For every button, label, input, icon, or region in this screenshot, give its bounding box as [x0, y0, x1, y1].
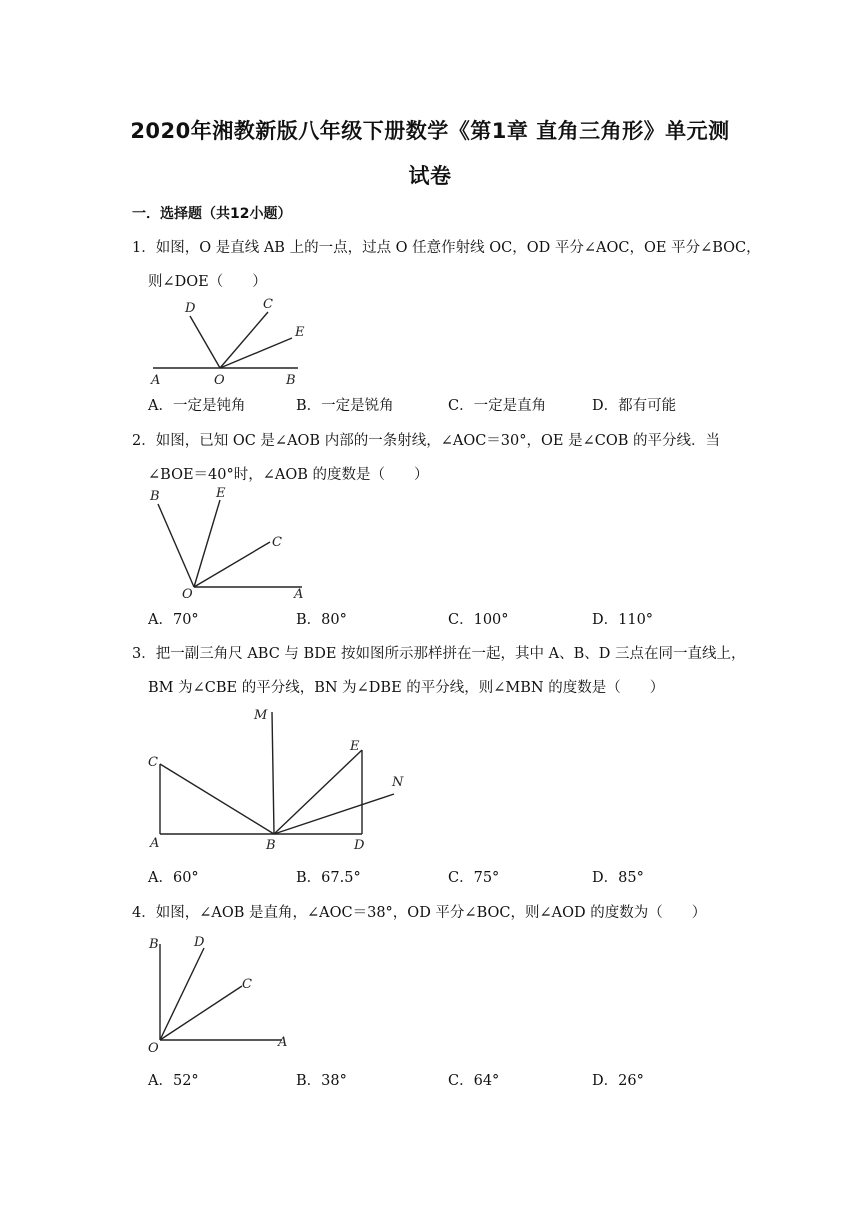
option-c[interactable]: C．64°: [448, 1073, 500, 1089]
fig3-label-b: B: [266, 838, 276, 853]
fig3-label-e: E: [350, 739, 360, 754]
fig2-label-a: A: [294, 587, 304, 600]
fig4-label-o: O: [148, 1041, 159, 1056]
question-1-figure: [148, 292, 308, 388]
question-4-text: 4．如图，∠AOB 是直角，∠AOC＝38°，OD 平分∠BOC，则∠AOD 的度数为（ ）: [132, 905, 707, 921]
option-d[interactable]: D．都有可能: [592, 398, 677, 414]
question-2-text: 2．如图，已知 OC 是∠AOB 内部的一条射线，∠AOC＝30°，OE 是∠COB 的平分线．当: [132, 433, 720, 449]
option-a[interactable]: A．52°: [148, 1073, 199, 1089]
option-d[interactable]: D．110°: [592, 612, 654, 628]
question-4-options: [148, 1069, 748, 1089]
fig3-label-n: N: [392, 775, 404, 790]
fig1-label-a: A: [151, 373, 161, 388]
option-b[interactable]: B．67.5°: [296, 870, 361, 886]
option-c[interactable]: C．一定是直角: [448, 398, 547, 414]
option-c[interactable]: C．75°: [448, 870, 500, 886]
question-2-figure: [146, 484, 310, 600]
option-a[interactable]: A．60°: [148, 870, 199, 886]
fig1-label-b: B: [286, 373, 296, 388]
section-heading: 一．选择题（共12小题）: [132, 206, 292, 222]
question-1-text: 1．如图，O 是直线 AB 上的一点，过点 O 任意作射线 OC，OD 平分∠AOC，OE 平分∠BOC，: [132, 240, 761, 256]
question-2-text-cont: ∠BOE＝40°时，∠AOB 的度数是（ ）: [148, 467, 429, 483]
exam-title-line2: 试卷: [408, 164, 452, 188]
option-a[interactable]: A．70°: [148, 612, 199, 628]
question-3-options: [148, 866, 748, 886]
question-3-text: 3．把一副三角尺 ABC 与 BDE 按如图所示那样拼在一起，其中 A、B、D 三点在同一直线上，: [132, 646, 746, 662]
fig2-label-o: O: [182, 587, 193, 600]
exam-title-line1: 2020年湘教新版八年级下册数学《第1章 直角三角形》单元测: [130, 119, 730, 143]
fig1-label-d: D: [185, 301, 196, 316]
fig4-label-d: D: [194, 935, 205, 950]
option-c[interactable]: C．100°: [448, 612, 509, 628]
question-3-figure: [142, 702, 408, 856]
option-b[interactable]: B．38°: [296, 1073, 347, 1089]
fig4-label-c: C: [242, 977, 252, 992]
fig2-label-e: E: [216, 486, 226, 501]
option-b[interactable]: B．一定是锐角: [296, 398, 394, 414]
question-3-text-cont: BM 为∠CBE 的平分线，BN 为∠DBE 的平分线，则∠MBN 的度数是（ ）: [148, 680, 665, 696]
fig3-label-d: D: [354, 838, 365, 853]
fig3-label-c: C: [148, 755, 158, 770]
option-d[interactable]: D．26°: [592, 1073, 644, 1089]
fig4-label-b: B: [149, 937, 159, 952]
fig4-label-a: A: [278, 1035, 288, 1050]
option-d[interactable]: D．85°: [592, 870, 644, 886]
question-1-text-cont: 则∠DOE（ ）: [148, 274, 267, 290]
fig3-label-a: A: [150, 836, 160, 851]
option-b[interactable]: B．80°: [296, 612, 347, 628]
fig1-label-e: E: [295, 325, 305, 340]
fig2-label-c: C: [272, 535, 282, 550]
fig3-label-m: M: [254, 708, 268, 723]
question-1-options: [148, 394, 748, 414]
option-a[interactable]: A．一定是钝角: [148, 398, 246, 414]
fig2-label-b: B: [150, 489, 160, 504]
question-4-figure: [146, 930, 294, 1056]
fig1-label-c: C: [263, 297, 273, 312]
fig1-label-o: O: [214, 373, 225, 388]
question-2-options: [148, 608, 748, 628]
